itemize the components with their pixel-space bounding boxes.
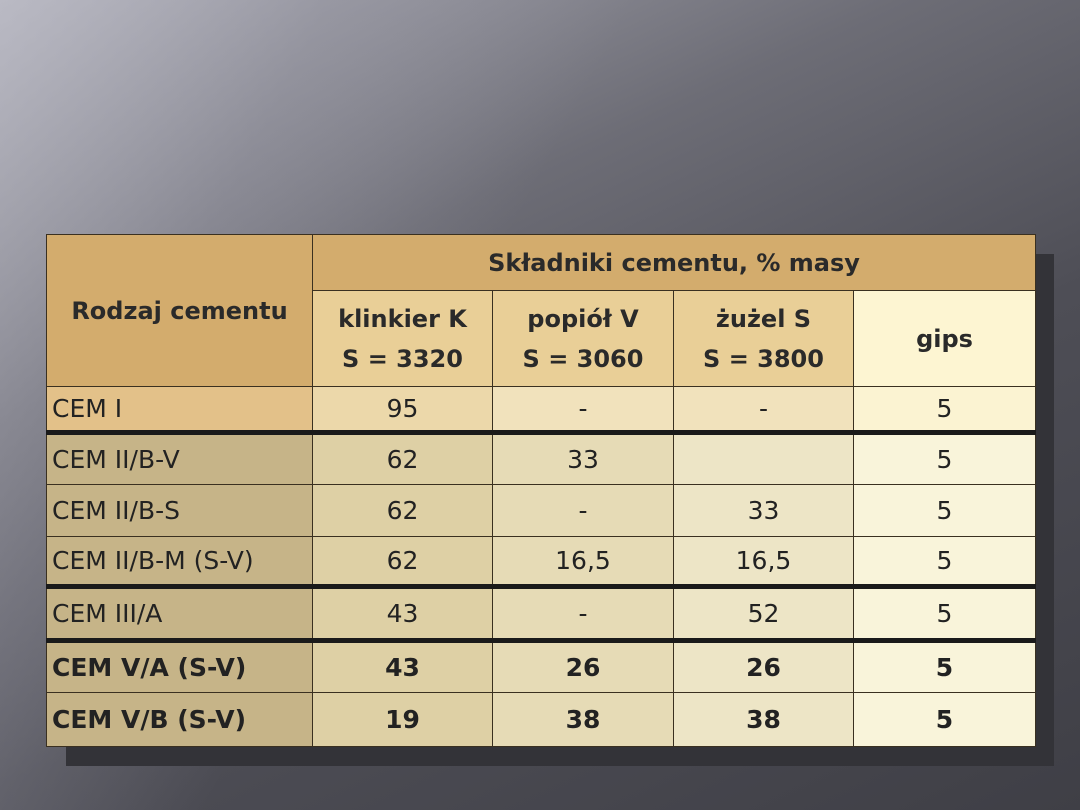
- cell-gips: 5: [854, 587, 1036, 641]
- header-row-1: [47, 235, 1036, 291]
- column-header-klinkier: [313, 291, 493, 387]
- cell-gips: 5: [854, 433, 1036, 485]
- cell-zuzel: 38: [674, 693, 854, 747]
- group-header-cell: Składniki cementu, % masy: [313, 235, 1036, 291]
- column-label: popiół V: [527, 304, 639, 333]
- cell-gips: 5: [854, 693, 1036, 747]
- table-row: [47, 433, 1036, 485]
- cell-klinkier: 62: [313, 433, 493, 485]
- cell-klinkier: 62: [313, 537, 493, 587]
- row-name: CEM V/B (S-V): [47, 693, 313, 747]
- row-header-cell: Rodzaj cementu: [47, 235, 313, 387]
- cell-zuzel: -: [674, 387, 854, 433]
- table-row: [47, 693, 1036, 747]
- column-label: żużel S: [715, 304, 812, 333]
- cell-klinkier: 62: [313, 485, 493, 537]
- table-row: [47, 387, 1036, 433]
- cell-gips: 5: [854, 537, 1036, 587]
- table-row: [47, 587, 1036, 641]
- cell-gips: 5: [854, 641, 1036, 693]
- column-sub: S = 3800: [703, 344, 824, 373]
- row-name: CEM II/B-S: [47, 485, 313, 537]
- table-row: [47, 641, 1036, 693]
- row-name: CEM V/A (S-V): [47, 641, 313, 693]
- cell-gips: 5: [854, 485, 1036, 537]
- column-label: klinkier K: [338, 304, 467, 333]
- cell-popiol: -: [493, 587, 674, 641]
- cell-klinkier: 95: [313, 387, 493, 433]
- cell-popiol: 33: [493, 433, 674, 485]
- row-name: CEM III/A: [47, 587, 313, 641]
- cell-zuzel: 33: [674, 485, 854, 537]
- cell-zuzel: 26: [674, 641, 854, 693]
- table-row: [47, 537, 1036, 587]
- cell-zuzel: 16,5: [674, 537, 854, 587]
- column-header-popiol: [493, 291, 674, 387]
- cell-popiol: -: [493, 485, 674, 537]
- cell-klinkier: 19: [313, 693, 493, 747]
- cell-klinkier: 43: [313, 641, 493, 693]
- cell-zuzel: [674, 433, 854, 485]
- cell-popiol: 26: [493, 641, 674, 693]
- row-name: CEM I: [47, 387, 313, 433]
- column-header-zuzel: [674, 291, 854, 387]
- cell-klinkier: 43: [313, 587, 493, 641]
- column-header-gips: gips: [854, 291, 1036, 387]
- column-sub: S = 3320: [342, 344, 463, 373]
- cell-popiol: 38: [493, 693, 674, 747]
- cell-zuzel: 52: [674, 587, 854, 641]
- cement-composition-table: [46, 234, 1036, 747]
- cell-popiol: 16,5: [493, 537, 674, 587]
- row-name: CEM II/B-V: [47, 433, 313, 485]
- column-sub: S = 3060: [522, 344, 644, 373]
- table-row: [47, 485, 1036, 537]
- cell-popiol: -: [493, 387, 674, 433]
- row-name: CEM II/B-M (S-V): [47, 537, 313, 587]
- cell-gips: 5: [854, 387, 1036, 433]
